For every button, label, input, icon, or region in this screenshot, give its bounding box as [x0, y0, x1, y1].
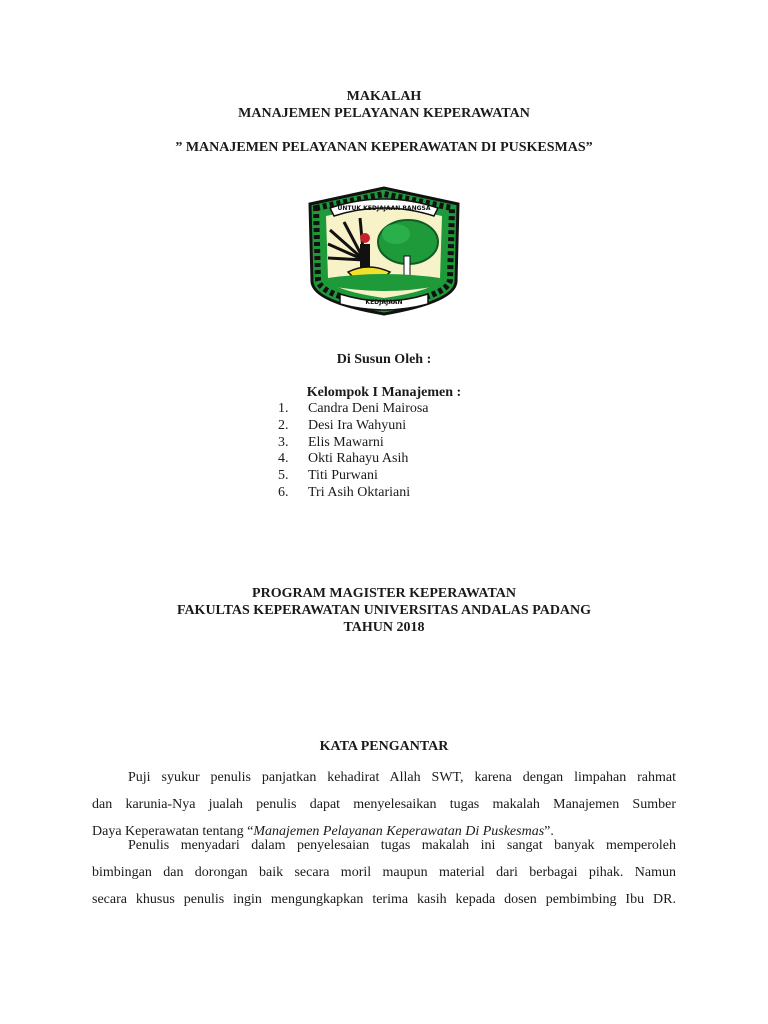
svg-text:KEDJAJAAN: KEDJAJAAN — [365, 299, 403, 306]
list-item: 2. Desi Ira Wahyuni — [278, 417, 407, 433]
list-item: 5. Titi Purwani — [278, 468, 378, 484]
authored-by-label: Di Susun Oleh : — [336, 352, 432, 367]
list-item: 4. Okti Rahayu Asih — [278, 451, 409, 467]
text-line: Penulis menyadari dalam penyelesaian tugas makalah ini sangat banyak memperoleh — [128, 838, 676, 853]
list-item: 6. Tri Asih Oktariani — [278, 484, 411, 500]
university-logo — [304, 186, 464, 318]
text-line: Daya Keperawatan tentang “Manajemen Pelayanan Keperawatan Di Puskesmas”. — [92, 824, 554, 839]
doc-type-title: MAKALAH — [346, 89, 422, 104]
svg-text:UNTUK KEDJAJAAN BANGSA: UNTUK KEDJAJAAN BANGSA — [337, 205, 431, 212]
faculty-name: FAKULTAS KEPERAWATAN UNIVERSITAS ANDALAS PADANG — [176, 603, 592, 618]
program-name: PROGRAM MAGISTER KEPERAWATAN — [252, 586, 516, 601]
course-title: MANAJEMEN PELAYANAN KEPERAWATAN — [238, 106, 530, 121]
preface-paragraph-2 — [92, 832, 676, 913]
paper-subtitle: ” MANAJEMEN PELAYANAN KEPERAWATAN DI PUSKESMAS” — [175, 140, 593, 155]
text-line: dan karunia-Nya jualah penulis dapat menyelesaikan tugas makalah Manajemen Sumber — [92, 797, 676, 812]
text-line: secara khusus penulis ingin mengungkapkan terima kasih kepada dosen pembimbing Ibu DR. — [92, 892, 676, 907]
preface-title: KATA PENGANTAR — [319, 739, 449, 754]
year-label: TAHUN 2018 — [343, 620, 425, 635]
university-seal-icon — [304, 186, 464, 318]
list-item: 1. Candra Deni Mairosa — [278, 401, 429, 416]
group-label: Kelompok I Manajemen : — [306, 385, 462, 400]
text-line: bimbingan dan dorongan baik secara moril maupun material dari berbagai pihak. Namun — [92, 865, 676, 880]
text-line: Puji syukur penulis panjatkan kehadirat Allah SWT, karena dengan limpahan rahmat — [128, 770, 676, 785]
list-item: 3. Elis Mawarni — [278, 434, 384, 450]
member-list — [278, 401, 518, 502]
